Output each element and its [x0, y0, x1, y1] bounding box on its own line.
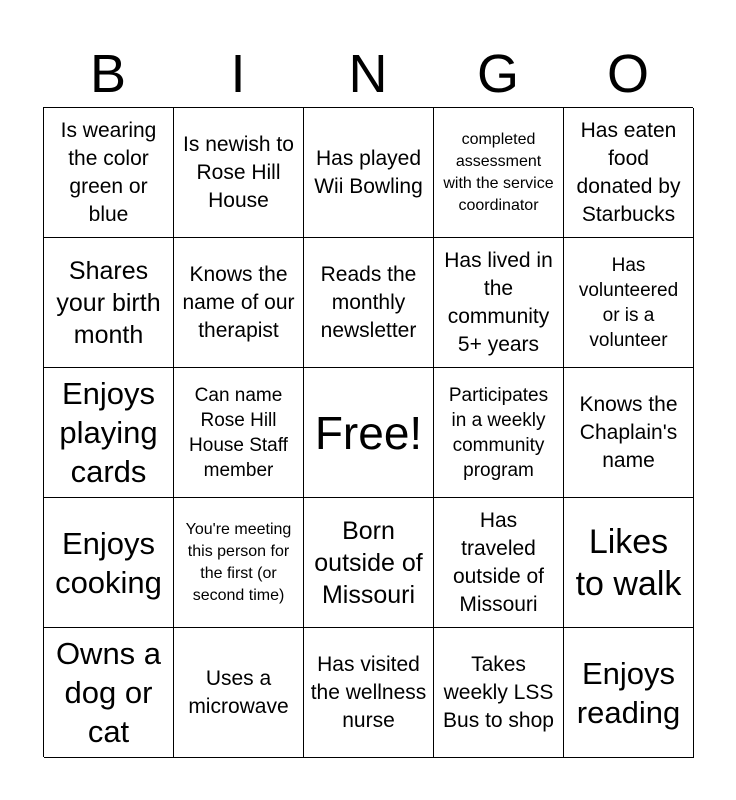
cell-text: You're meeting this person for the first (or second time) — [185, 520, 292, 604]
bingo-cell[interactable] — [304, 108, 434, 238]
cell-text: Enjoys reading — [576, 655, 681, 730]
cell-text: Has visited the wellness nurse — [310, 652, 427, 732]
cell-text: completed assessment with the service coordinator — [443, 130, 554, 214]
cell-text: Has lived in the community 5+ years — [444, 248, 553, 356]
cell-text: Is newish to Rose Hill House — [183, 132, 294, 212]
header-letter-n: N — [348, 44, 388, 104]
bingo-header — [43, 40, 693, 108]
cell-text: Owns a dog or cat — [55, 636, 162, 749]
cell-text: Can name Rose Hill House Staff member — [189, 384, 288, 481]
cell-text: Reads the monthly newsletter — [320, 262, 417, 342]
bingo-cell[interactable] — [174, 628, 304, 758]
cell-text: Has eaten food donated by Starbucks — [576, 118, 681, 226]
cell-text: Has volunteered or is a volunteer — [578, 254, 679, 351]
header-letter-o: O — [606, 44, 649, 104]
bingo-cell[interactable] — [564, 628, 694, 758]
cell-text: Participates in a weekly community program — [448, 384, 549, 481]
bingo-cell[interactable] — [304, 628, 434, 758]
bingo-cell[interactable] — [434, 498, 564, 628]
cell-text: Takes weekly LSS Bus to shop — [443, 652, 554, 732]
bingo-cell[interactable] — [434, 238, 564, 368]
header-letter-g: G — [476, 44, 519, 104]
free-space[interactable] — [304, 368, 434, 498]
bingo-cell[interactable] — [174, 498, 304, 628]
bingo-cell[interactable] — [434, 368, 564, 498]
bingo-cell[interactable] — [44, 108, 174, 238]
cell-text: Has traveled outside of Missouri — [452, 508, 545, 616]
cell-text: Is wearing the color green or blue — [60, 118, 157, 226]
bingo-cell[interactable] — [44, 628, 174, 758]
cell-text: Knows the name of our therapist — [182, 262, 295, 342]
bingo-cell[interactable] — [44, 368, 174, 498]
cell-text: Enjoys cooking — [55, 525, 162, 600]
bingo-cell[interactable] — [304, 498, 434, 628]
bingo-cell[interactable] — [564, 238, 694, 368]
cell-text: Born outside of Missouri — [314, 516, 423, 609]
bingo-cell[interactable] — [304, 238, 434, 368]
header-letter-i: I — [230, 44, 246, 104]
bingo-cell[interactable] — [434, 108, 564, 238]
bingo-cell[interactable] — [564, 368, 694, 498]
bingo-cell[interactable] — [564, 108, 694, 238]
cell-text: Likes to walk — [575, 522, 682, 603]
bingo-board — [43, 107, 693, 757]
bingo-cell[interactable] — [174, 238, 304, 368]
bingo-cell[interactable] — [434, 628, 564, 758]
bingo-cell[interactable] — [44, 238, 174, 368]
cell-text: Shares your birth month — [56, 256, 161, 349]
bingo-cell[interactable] — [44, 498, 174, 628]
cell-text: Uses a microwave — [188, 666, 289, 718]
cell-text: Knows the Chaplain's name — [579, 392, 678, 472]
bingo-cell[interactable] — [174, 368, 304, 498]
header-letter-b: B — [89, 44, 127, 104]
cell-text: Enjoys playing cards — [59, 376, 158, 489]
bingo-cell[interactable] — [564, 498, 694, 628]
free-space-text: Free! — [314, 406, 423, 459]
cell-text: Has played Wii Bowling — [314, 146, 423, 198]
bingo-cell[interactable] — [174, 108, 304, 238]
